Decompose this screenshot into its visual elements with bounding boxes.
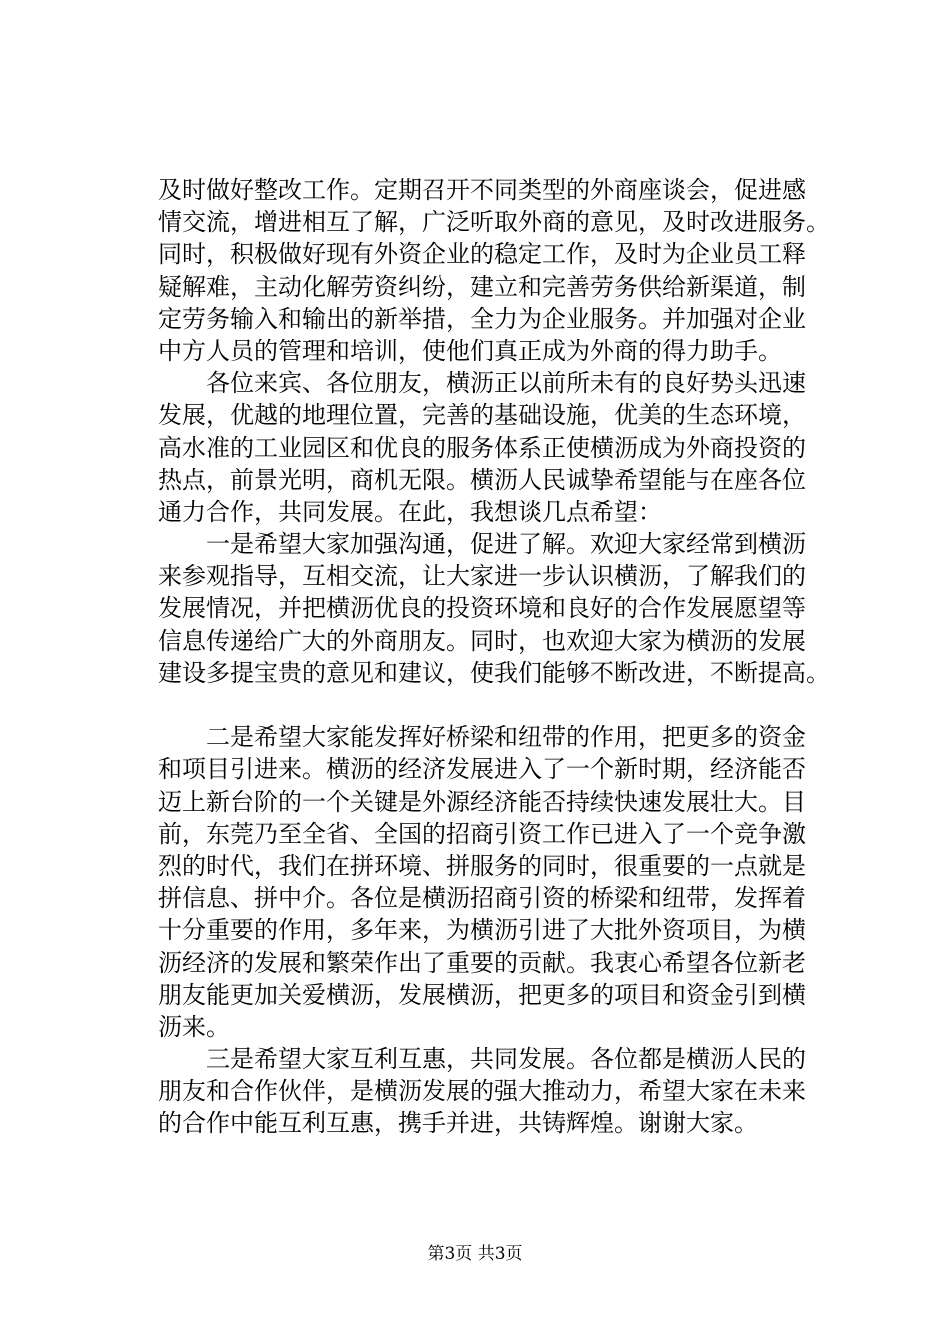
text-line: 来参观指导，互相交流，让大家进一步认识横沥，了解我们的 [158,562,806,591]
text-line: 朋友和合作伙伴，是横沥发展的强大推动力，希望大家在未来 [158,1077,806,1106]
text-line: 二是希望大家能发挥好桥梁和纽带的作用，把更多的资金 [158,723,806,752]
text-line: 疑解难，主动化解劳资纠纷，建立和完善劳务供给新渠道，制 [158,272,806,301]
text-line: 前，东莞乃至全省、全国的招商引资工作已进入了一个竞争激 [158,819,806,848]
text-line: 十分重要的作用，多年来，为横沥引进了大批外资项目，为横 [158,916,806,945]
text-line: 朋友能更加关爱横沥，发展横沥，把更多的项目和资金引到横 [158,980,806,1009]
text-line: 一是希望大家加强沟通，促进了解。欢迎大家经常到横沥 [158,530,806,559]
text-line: 沥来。 [158,1012,230,1041]
page-number: 第3页 共3页 [427,1244,523,1264]
text-line: 热点，前景光明，商机无限。横沥人民诚挚希望能与在座各位 [158,465,806,494]
page-footer [0,1244,950,1264]
text-line: 迈上新台阶的一个关键是外源经济能否持续快速发展壮大。目 [158,787,806,816]
text-line: 及时做好整改工作。定期召开不同类型的外商座谈会，促进感 [158,176,806,204]
text-line: 三是希望大家互利互惠，共同发展。各位都是横沥人民的 [158,1045,806,1074]
text-line: 高水准的工业园区和优良的服务体系正使横沥成为外商投资的 [158,433,806,462]
text-line: 同时，积极做好现有外资企业的稳定工作，及时为企业员工释 [158,240,806,269]
text-line: 建设多提宝贵的意见和建议，使我们能够不断改进，不断提高。 [158,658,830,687]
text-line: 烈的时代，我们在拼环境、拼服务的同时，很重要的一点就是 [158,851,806,880]
text-line: 情交流，增进相互了解，广泛听取外商的意见，及时改进服务。 [158,208,830,237]
text-line: 各位来宾、各位朋友，横沥正以前所未有的良好势头迅速 [158,369,806,398]
text-line: 发展，优越的地理位置，完善的基础设施，优美的生态环境， [158,401,806,430]
text-line: 拼信息、拼中介。各位是横沥招商引资的桥梁和纽带，发挥着 [158,884,806,913]
blank-line [158,689,838,721]
text-line: 定劳务输入和输出的新举措，全力为企业服务。并加强对企业 [158,304,806,333]
text-line: 和项目引进来。横沥的经济发展进入了一个新时期，经济能否 [158,755,806,784]
text-line: 信息传递给广大的外商朋友。同时，也欢迎大家为横沥的发展 [158,626,806,655]
text-line: 中方人员的管理和培训，使他们真正成为外商的得力助手。 [158,336,782,365]
text-line: 通力合作，共同发展。在此，我想谈几点希望： [158,497,662,526]
text-line: 发展情况，并把横沥优良的投资环境和良好的合作发展愿望等 [158,594,806,623]
text-line: 的合作中能互利互惠，携手并进，共铸辉煌。谢谢大家。 [158,1109,758,1138]
text-line: 沥经济的发展和繁荣作出了重要的贡献。我衷心希望各位新老 [158,948,806,977]
body-text [158,174,838,1140]
